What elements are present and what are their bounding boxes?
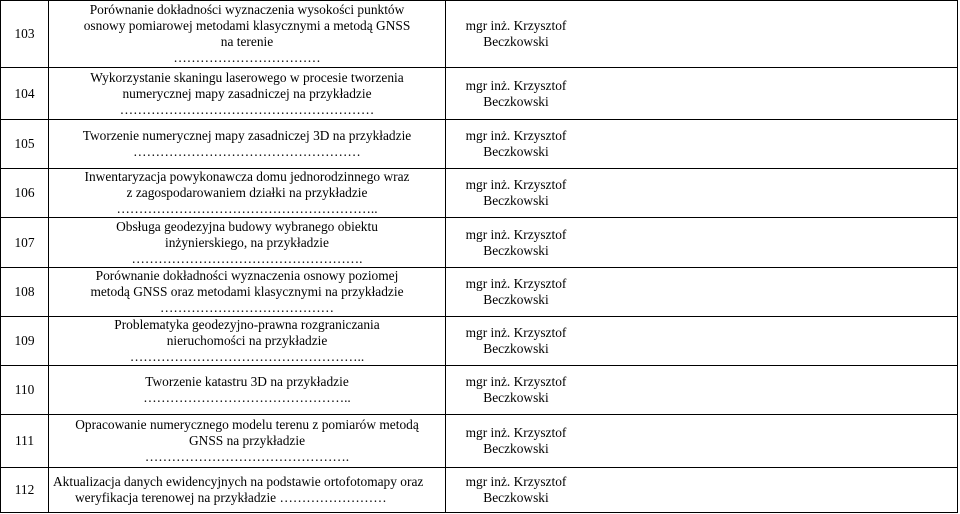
table-row xyxy=(1,68,958,120)
supervisor-surname: Beczkowski xyxy=(483,341,549,356)
title-line: ………………………………………………… xyxy=(119,101,375,117)
title-line: Tworzenie numerycznej mapy zasadniczej 3D na przykładzie xyxy=(82,128,412,143)
thesis-title xyxy=(49,468,446,513)
row-number: 106 xyxy=(1,169,49,218)
row-number: 108 xyxy=(1,268,49,317)
title-line: ………………………………………. xyxy=(144,449,350,464)
table-row xyxy=(1,468,958,513)
supervisor xyxy=(446,366,958,415)
table-row xyxy=(1,169,958,218)
thesis-title xyxy=(49,1,446,68)
title-line: …………………………………………….. xyxy=(129,349,365,364)
title-line: z zagospodarowaniem działki na przykładzie xyxy=(126,185,368,200)
supervisor xyxy=(446,268,958,317)
title-line: Porównanie dokładności wyznaczenia osnowy poziomej xyxy=(95,268,399,283)
supervisor xyxy=(446,218,958,268)
thesis-title xyxy=(49,120,446,169)
supervisor-title: mgr inż. Krzysztof xyxy=(465,325,567,340)
title-line: GNSS na przykładzie xyxy=(188,433,306,448)
row-number: 104 xyxy=(1,68,49,120)
supervisor xyxy=(446,68,958,120)
row-number: 110 xyxy=(1,366,49,415)
table-row xyxy=(1,120,958,169)
supervisor-title: mgr inż. Krzysztof xyxy=(465,276,567,291)
supervisor-title: mgr inż. Krzysztof xyxy=(465,18,567,33)
thesis-title xyxy=(49,169,446,218)
supervisor-surname: Beczkowski xyxy=(483,390,549,405)
title-line: na terenie xyxy=(220,34,274,49)
title-line: Tworzenie katastru 3D na przykładzie xyxy=(145,374,349,389)
title-line: metodą GNSS oraz metodami klasycznymi na przykładzie xyxy=(90,284,404,299)
title-line: Obsługa geodezyjna budowy wybranego obiektu xyxy=(116,218,378,234)
title-line: …………………………………………… xyxy=(133,144,361,159)
title-line: ………………………………………………….. xyxy=(116,201,378,216)
supervisor-title: mgr inż. Krzysztof xyxy=(465,77,567,93)
supervisor xyxy=(446,415,958,468)
row-number: 111 xyxy=(1,415,49,468)
supervisor-surname: Beczkowski xyxy=(483,441,549,456)
title-line: …………………………… xyxy=(173,50,321,65)
table-row xyxy=(1,366,958,415)
title-line: numerycznej mapy zasadniczej na przykładzie xyxy=(122,85,372,101)
supervisor-title: mgr inż. Krzysztof xyxy=(465,128,567,143)
supervisor-surname: Beczkowski xyxy=(483,242,549,258)
supervisor-title: mgr inż. Krzysztof xyxy=(465,226,567,242)
title-line: Wykorzystanie skaningu laserowego w procesie tworzenia xyxy=(90,69,404,85)
title-line: inżynierskiego, na przykładzie xyxy=(165,234,329,250)
thesis-title xyxy=(49,68,446,120)
supervisor-surname: Beczkowski xyxy=(483,144,549,159)
row-number: 103 xyxy=(1,1,49,68)
supervisor-title: mgr inż. Krzysztof xyxy=(465,425,567,440)
thesis-title xyxy=(49,415,446,468)
supervisor xyxy=(446,468,958,513)
title-line: Aktualizacja danych ewidencyjnych na podstawie ortofotomapy oraz xyxy=(53,474,424,489)
thesis-title xyxy=(49,317,446,366)
table-row xyxy=(1,268,958,317)
table-row xyxy=(1,317,958,366)
title-line: Problematyka geodezyjno-prawna rozgraniczania xyxy=(114,317,380,332)
title-line: weryfikacja terenowej na przykładzie …………………… xyxy=(75,490,387,505)
title-line: ……………………………………………. xyxy=(131,250,363,266)
supervisor xyxy=(446,317,958,366)
title-line: ………………………………… xyxy=(159,300,335,315)
title-line: ……………………………………….. xyxy=(143,390,351,405)
supervisor-surname: Beczkowski xyxy=(483,34,549,49)
supervisor xyxy=(446,169,958,218)
thesis-title xyxy=(49,268,446,317)
table-row xyxy=(1,1,958,68)
thesis-title xyxy=(49,218,446,268)
supervisor xyxy=(446,120,958,169)
table-row xyxy=(1,218,958,268)
supervisor-surname: Beczkowski xyxy=(483,292,549,307)
supervisor xyxy=(446,1,958,68)
supervisor-surname: Beczkowski xyxy=(483,193,549,208)
supervisor-surname: Beczkowski xyxy=(483,93,549,109)
title-line: Opracowanie numerycznego modelu terenu z pomiarów metodą xyxy=(75,417,419,432)
row-number: 107 xyxy=(1,218,49,268)
title-line: Inwentaryzacja powykonawcza domu jednorodzinnego wraz xyxy=(84,169,410,184)
table-row xyxy=(1,415,958,468)
supervisor-title: mgr inż. Krzysztof xyxy=(465,374,567,389)
row-number: 105 xyxy=(1,120,49,169)
title-line: nieruchomości na przykładzie xyxy=(166,333,328,348)
row-number: 112 xyxy=(1,468,49,513)
title-line: osnowy pomiarowej metodami klasycznymi a metodą GNSS xyxy=(83,18,411,33)
supervisor-title: mgr inż. Krzysztof xyxy=(465,474,567,489)
thesis-title xyxy=(49,366,446,415)
title-line: Porównanie dokładności wyznaczenia wysokości punktów xyxy=(89,2,405,17)
supervisor-title: mgr inż. Krzysztof xyxy=(465,177,567,192)
supervisor-surname: Beczkowski xyxy=(483,490,549,505)
row-number: 109 xyxy=(1,317,49,366)
